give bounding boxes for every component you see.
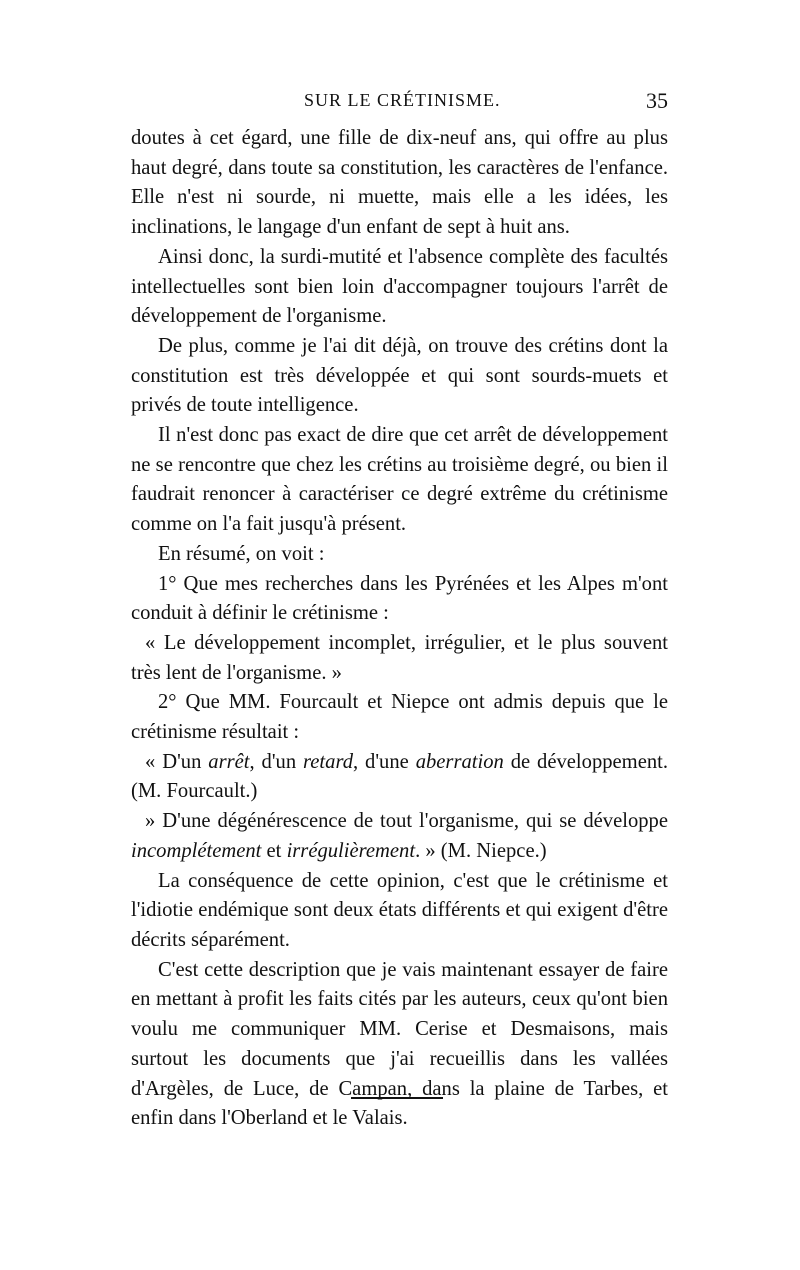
paragraph: Il n'est donc pas exact de dire que cet arrêt de développement ne se rencontre que chez les crétins au troisième degré, ou bien il faudrait renoncer à caractériser ce degré extrême du crétinisme comme on l'a fait jusqu'à présent. bbox=[131, 424, 668, 536]
niepce-quote bbox=[131, 807, 668, 866]
page-number: 35 bbox=[646, 88, 668, 113]
italic-term: aberration bbox=[415, 750, 504, 773]
paragraph-point-2: 2° Que MM. Fourcault et Niepce ont admis depuis que le crétinisme résultait : bbox=[131, 691, 668, 744]
section-end-rule bbox=[351, 1097, 443, 1099]
paragraph: En résumé, on voit : bbox=[158, 542, 325, 565]
paragraph: C'est cette description que je vais maintenant essayer de faire en mettant à profit les faits cités par les auteurs, ceux qu'ont bien voulu me communiquer MM. Cerise et Desmaisons, mais surtout les documents que j'ai recueillis dans les vallées d'Argèles, de Luce, de Campan, dans la plaine de Tarbes, et enfin dans l'Oberland et le Valais. bbox=[131, 958, 668, 1130]
quote-text: . » (M. Niepce.) bbox=[415, 839, 547, 862]
italic-term: retard bbox=[303, 750, 353, 773]
quote-text: , d'une bbox=[353, 750, 416, 773]
quote-text: de développement. (M. Fourcault.) bbox=[131, 750, 669, 803]
page-header bbox=[131, 88, 668, 118]
paragraph: La conséquence de cette opinion, c'est que le crétinisme et l'idiotie endémique sont deux états différents et qui exigent d'être décrits séparément. bbox=[131, 869, 668, 951]
italic-term: arrêt bbox=[208, 750, 250, 773]
paragraph-point-1: 1° Que mes recherches dans les Pyrénées et les Alpes m'ont conduit à définir le crétinisme : bbox=[131, 572, 668, 625]
paragraph: Ainsi donc, la surdi-mutité et l'absence complète des facultés intellectuelles sont bien loin d'accompagner toujours l'arrêt de développement de l'organisme. bbox=[131, 245, 668, 328]
quote-text: « D'un bbox=[145, 750, 209, 773]
quote-text: et bbox=[261, 839, 287, 862]
running-title: SUR LE CRÉTINISME. bbox=[304, 90, 501, 110]
definition-quote: « Le développement incomplet, irrégulier, et le plus souvent très lent de l'organisme. » bbox=[131, 631, 668, 684]
quote-text: » D'une dégénérescence de tout l'organisme, qui se développe bbox=[145, 810, 668, 833]
fourcault-quote bbox=[131, 748, 668, 807]
paragraph: De plus, comme je l'ai dit déjà, on trouve des crétins dont la constitution est très développée et qui sont sourds-muets et privés de toute intelligence. bbox=[131, 334, 668, 417]
italic-term: irrégulièrement bbox=[286, 839, 416, 862]
paragraph-continuation: doutes à cet égard, une fille de dix-neuf ans, qui offre au plus haut degré, dans toute sa constitution, les caractères de l'enfance. Elle n'est ni sourde, ni muette, mais elle a les idées, les inclinations, le langage d'un enfant de sept à huit ans. bbox=[131, 127, 668, 239]
italic-term: incomplétement bbox=[131, 839, 262, 862]
quote-text: , d'un bbox=[249, 750, 304, 773]
body-text bbox=[131, 124, 668, 1134]
